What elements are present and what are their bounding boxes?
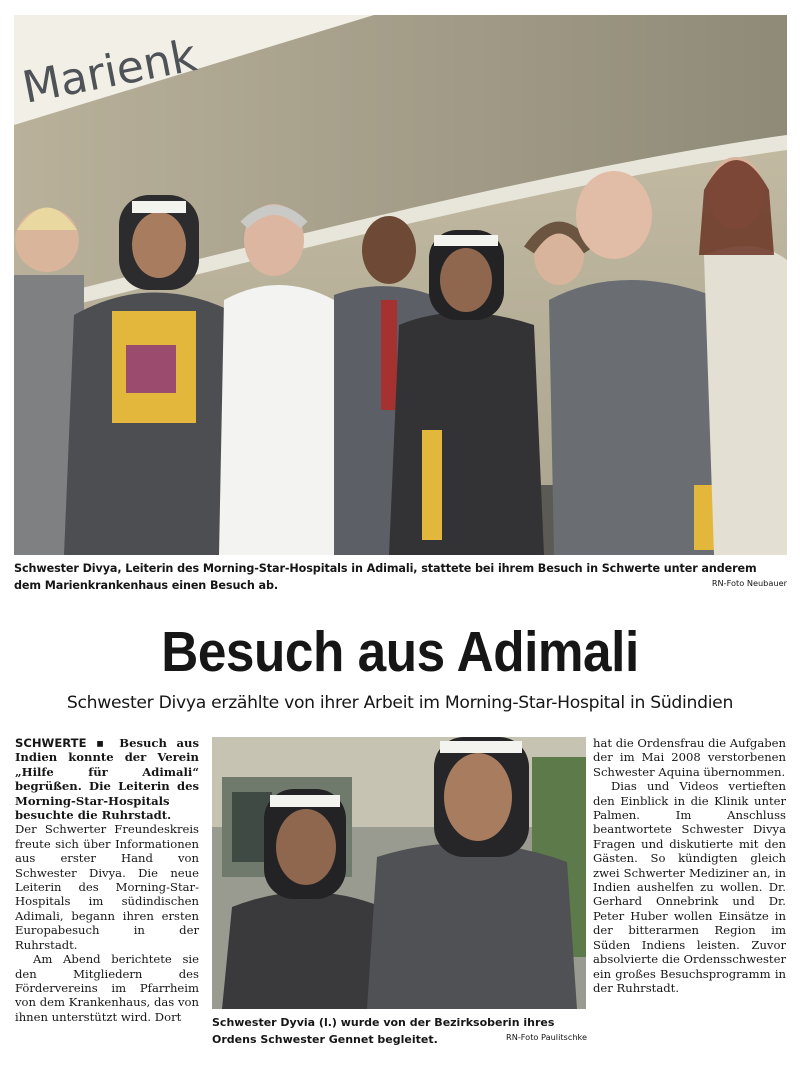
- body-paragraph: hat die Ordensfrau die Aufgaben der im Mai 2008 verstorbenen Schwester Aquina übernommen.: [593, 736, 786, 779]
- body-paragraph: Am Abend berichtete sie den Mitgliedern des Fördervereins im Pfarrheim von dem Krankenhaus, das von ihnen unterstützt wird. Dort: [15, 952, 199, 1024]
- nuns-photo-caption: Schwester Dyvia (l.) wurde von der Bezirksoberin ihres Ordens Schwester Gennet begleitet.: [212, 1016, 555, 1046]
- nuns-photo: [212, 737, 586, 1009]
- lead-text: Besuch aus Indien konnte der Verein „Hilfe für Adimali“ begrüßen. Die Leiterin des Morning-Star-Hospitals besuchte die Ruhrstadt.: [15, 736, 199, 823]
- group-photo-caption: Schwester Divya, Leiterin des Morning-Star-Hospitals in Adimali, stattete bei ihrem Besuch in Schwerte unter anderem dem Marienkrankenhaus einen Besuch ab.: [14, 562, 757, 592]
- sign-lettering: Marienk: [18, 30, 201, 114]
- group-photo: [14, 15, 787, 555]
- article-column-left: [15, 736, 199, 1024]
- nuns-photo-illustration: [212, 737, 586, 1009]
- group-photo-credit: RN-Foto Neubauer: [711, 578, 787, 588]
- group-photo-illustration: [14, 15, 787, 555]
- article-headline: Besuch aus Adimali: [161, 620, 639, 684]
- nuns-photo-credit: RN-Foto Paulitschke: [506, 1032, 587, 1042]
- lead-paragraph: SCHWERTE ▪ Besuch aus Indien konnte der Verein „Hilfe für Adimali“ begrüßen. Die Leiterin des Morning-Star-Hospitals besuchte die Ruhrstadt.: [15, 736, 199, 823]
- body-paragraph: Der Schwerter Freundeskreis freute sich über Informationen aus erster Hand von Schwester Divya. Die neue Leiterin des Morning-Star-Hospitals im südindischen Adimali, begann ihren ersten Europabesuch in der Ruhrstadt.: [15, 822, 199, 952]
- body-paragraph: Dias und Videos vertieften den Einblick in die Klinik unter Palmen. Im Anschluss beantwortete Schwester Divya Fragen und diskutierte mit den Gästen. So kündigten gleich zwei Schwerter Mediziner an, in Indien aushelfen zu wollen. Dr. Gerhard Onnebrink und Dr. Peter Huber wollen Einsätze in der bitterarmen Region im Süden Indiens leisten. Zuvor absolvierte die Ordensschwester ein großes Besuchsprogramm in der Ruhrstadt.: [593, 779, 786, 995]
- article-subheadline: Schwester Divya erzählte von ihrer Arbeit im Morning-Star-Hospital in Südindien: [66, 693, 734, 713]
- dateline: SCHWERTE: [15, 736, 87, 750]
- article-column-right: [593, 736, 786, 995]
